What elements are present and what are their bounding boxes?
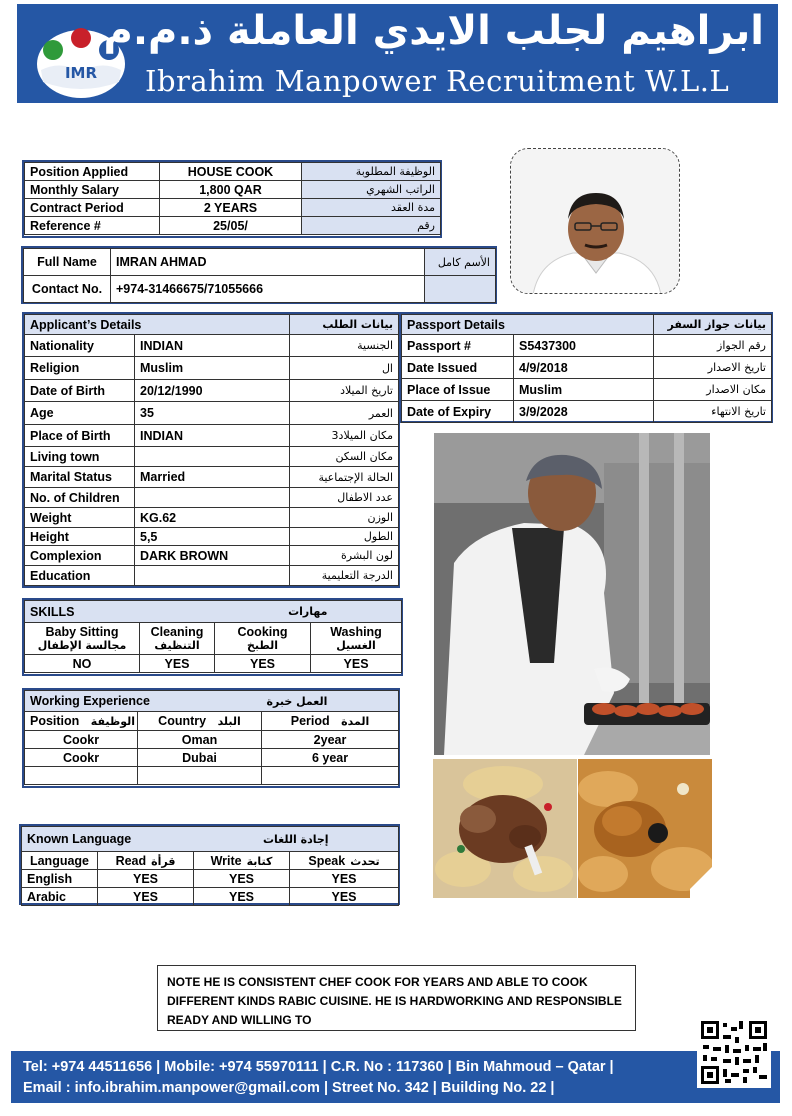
language-cell: YES bbox=[194, 870, 290, 888]
experience-cell bbox=[138, 767, 262, 785]
applicant-field-value: 35 bbox=[135, 402, 290, 425]
experience-cell: Oman bbox=[138, 731, 262, 749]
table-row bbox=[25, 731, 399, 749]
language-column-label: Language bbox=[29, 853, 90, 868]
table-row bbox=[25, 181, 441, 199]
table-row bbox=[22, 870, 399, 888]
skills-box bbox=[22, 598, 403, 676]
applicant-field-label: Age bbox=[25, 402, 135, 425]
skill-value: YES bbox=[140, 655, 215, 673]
full-name-label: Full Name bbox=[24, 249, 111, 276]
skill-name: Baby Sitting bbox=[45, 625, 119, 639]
position-field-value: 25/05/ bbox=[160, 217, 302, 235]
table-row bbox=[22, 888, 399, 906]
language-cell: YES bbox=[290, 870, 399, 888]
passport-details-title: Passport Details bbox=[402, 315, 654, 335]
table-row bbox=[25, 566, 399, 586]
table-row bbox=[25, 357, 399, 380]
applicant-field-label-arabic: الحالة الإجتماعية bbox=[290, 467, 399, 488]
passport-field-label-arabic: مكان الاصدار bbox=[654, 379, 772, 401]
language-cell: YES bbox=[98, 870, 194, 888]
languages-title: Known Language bbox=[22, 827, 194, 852]
footer-line-phone: Tel: +974 44511656 | Mobile: +974 55970111 | C.R. No : 117360 | Bin Mahmoud – Qatar | bbox=[23, 1059, 614, 1075]
passport-details-box bbox=[399, 312, 773, 423]
position-field-label-arabic: مدة العقد bbox=[302, 199, 441, 217]
table-row bbox=[25, 546, 399, 566]
header-banner bbox=[17, 4, 778, 103]
applicant-note: NOTE HE IS CONSISTENT CHEF COOK FOR YEARS AND ABLE TO COOK DIFFERENT KINDS RABIC CUISINE. HE IS HARDWORKING AND RESPONSIBLE READY AND WILLING TO bbox=[157, 965, 636, 1031]
skill-header bbox=[25, 623, 140, 655]
experience-column-label: Country bbox=[158, 714, 207, 728]
experience-column-header bbox=[25, 712, 138, 731]
applicant-details-table bbox=[24, 314, 399, 586]
language-column-label: Write bbox=[210, 853, 242, 868]
table-row bbox=[25, 380, 399, 402]
applicant-field-label-arabic: العمر bbox=[290, 402, 399, 425]
skill-header bbox=[311, 623, 402, 655]
applicant-field-label: Place of Birth bbox=[25, 425, 135, 447]
experience-cell: 6 year bbox=[262, 749, 399, 767]
applicant-field-label: Nationality bbox=[25, 335, 135, 357]
applicant-details-title-arabic: بيانات الطلب bbox=[290, 315, 399, 335]
applicant-field-label: Education bbox=[25, 566, 135, 586]
language-cell: Arabic bbox=[22, 888, 98, 906]
experience-column-label: Period bbox=[290, 714, 330, 728]
position-box bbox=[22, 160, 442, 238]
table-row bbox=[25, 508, 399, 528]
passport-field-label: Date of Expiry bbox=[402, 401, 514, 423]
applicant-field-label-arabic: مكان السكن bbox=[290, 447, 399, 467]
position-field-label-arabic: الراتب الشهري bbox=[302, 181, 441, 199]
language-column-header bbox=[194, 852, 290, 870]
applicant-field-value bbox=[135, 447, 290, 467]
experience-column-header bbox=[262, 712, 399, 731]
table-row bbox=[25, 335, 399, 357]
applicant-photo bbox=[510, 148, 680, 294]
applicant-details-title: Applicant’s Details bbox=[25, 315, 290, 335]
table-row bbox=[402, 401, 772, 423]
applicant-field-label-arabic: الجنسية bbox=[290, 335, 399, 357]
applicant-field-value: Married bbox=[135, 467, 290, 488]
identity-table bbox=[23, 248, 496, 303]
applicant-field-label: Complexion bbox=[25, 546, 135, 566]
position-field-value: 2 YEARS bbox=[160, 199, 302, 217]
contact-value: +974-31466675/71055666 bbox=[111, 276, 425, 303]
applicant-field-label-arabic: لون البشرة bbox=[290, 546, 399, 566]
skill-value: YES bbox=[215, 655, 311, 673]
experience-cell: Cookr bbox=[25, 749, 138, 767]
language-column-label-arabic: كتابة bbox=[246, 854, 273, 868]
experience-cell: Dubai bbox=[138, 749, 262, 767]
table-row bbox=[25, 163, 441, 181]
applicant-field-label-arabic: عدد الاطفال bbox=[290, 488, 399, 508]
experience-box bbox=[22, 688, 400, 788]
language-cell: YES bbox=[194, 888, 290, 906]
skill-name: Cleaning bbox=[150, 625, 204, 639]
applicant-field-label: Weight bbox=[25, 508, 135, 528]
position-table bbox=[24, 162, 441, 235]
position-field-value: 1,800 QAR bbox=[160, 181, 302, 199]
table-row bbox=[25, 528, 399, 546]
table-row bbox=[402, 379, 772, 401]
position-field-label-arabic: الوظيفة المطلوبة bbox=[302, 163, 441, 181]
experience-title: Working Experience bbox=[25, 691, 262, 712]
experience-column-label-arabic: البلد bbox=[217, 715, 241, 728]
contact-label-arabic-empty bbox=[425, 276, 496, 303]
skills-title: SKILLS bbox=[25, 601, 215, 623]
experience-column-label-arabic: المدة bbox=[341, 715, 370, 728]
applicant-field-value bbox=[135, 488, 290, 508]
contact-label: Contact No. bbox=[24, 276, 111, 303]
full-name-label-arabic: الأسم كامل bbox=[425, 249, 496, 276]
applicant-field-label: Marital Status bbox=[25, 467, 135, 488]
table-row bbox=[402, 335, 772, 357]
language-column-label-arabic: قرأة bbox=[151, 854, 176, 868]
passport-field-value: Muslim bbox=[514, 379, 654, 401]
applicant-field-value: INDIAN bbox=[135, 425, 290, 447]
applicant-field-label: Height bbox=[25, 528, 135, 546]
table-row bbox=[25, 217, 441, 235]
table-row bbox=[25, 199, 441, 217]
table-row bbox=[25, 488, 399, 508]
experience-column-label: Position bbox=[30, 714, 80, 728]
skill-header bbox=[215, 623, 311, 655]
company-name-arabic: ابراهيم لجلب الايدي العاملة ذ.م.م bbox=[103, 8, 764, 54]
applicant-field-label-arabic: الوزن bbox=[290, 508, 399, 528]
language-column-label-arabic: تحدث bbox=[350, 854, 380, 868]
applicant-field-label: Living town bbox=[25, 447, 135, 467]
table-row bbox=[25, 467, 399, 488]
qr-code-icon bbox=[697, 1017, 771, 1088]
skill-value: NO bbox=[25, 655, 140, 673]
applicant-field-value bbox=[135, 566, 290, 586]
passport-field-label-arabic: تاريخ الاصدار bbox=[654, 357, 772, 379]
identity-box bbox=[21, 246, 497, 304]
language-cell: English bbox=[22, 870, 98, 888]
table-row bbox=[25, 447, 399, 467]
passport-field-label-arabic: رقم الجواز bbox=[654, 335, 772, 357]
applicant-field-label-arabic: ال bbox=[290, 357, 399, 380]
position-field-label: Position Applied bbox=[25, 163, 160, 181]
passport-details-table bbox=[401, 314, 772, 423]
passport-field-label: Passport # bbox=[402, 335, 514, 357]
skills-title-arabic: مهارات bbox=[215, 601, 402, 623]
skill-name: Washing bbox=[330, 625, 382, 639]
applicant-field-label: Date of Birth bbox=[25, 380, 135, 402]
passport-field-label-arabic: تاريخ الانتهاء bbox=[654, 401, 772, 423]
applicant-field-label-arabic: تاريخ الميلاد bbox=[290, 380, 399, 402]
passport-details-title-arabic: بيانات جواز السفر bbox=[654, 315, 772, 335]
passport-field-value: S5437300 bbox=[514, 335, 654, 357]
language-column-label: Speak bbox=[308, 853, 346, 868]
language-column-label: Read bbox=[115, 853, 147, 868]
applicant-field-label-arabic: الطول bbox=[290, 528, 399, 546]
applicant-field-value: 5,5 bbox=[135, 528, 290, 546]
passport-field-value: 3/9/2028 bbox=[514, 401, 654, 423]
skill-header bbox=[140, 623, 215, 655]
chef-cooking-photo bbox=[434, 433, 710, 755]
experience-column-header bbox=[138, 712, 262, 731]
svg-text:IMR: IMR bbox=[64, 64, 98, 82]
position-field-label-arabic: رقم bbox=[302, 217, 441, 235]
passport-field-label: Date Issued bbox=[402, 357, 514, 379]
position-field-label: Contract Period bbox=[25, 199, 160, 217]
applicant-field-label: Religion bbox=[25, 357, 135, 380]
applicant-field-value: INDIAN bbox=[135, 335, 290, 357]
full-name-value: IMRAN AHMAD bbox=[111, 249, 425, 276]
applicant-field-label: No. of Children bbox=[25, 488, 135, 508]
footer-line-email: Email : info.ibrahim.manpower@gmail.com | Street No. 342 | Building No. 22 | bbox=[23, 1080, 555, 1096]
experience-title-arabic: العمل خبرة bbox=[262, 691, 399, 712]
skill-name: Cooking bbox=[237, 625, 288, 639]
passport-field-value: 4/9/2018 bbox=[514, 357, 654, 379]
food-photo-chicken-rice bbox=[578, 759, 712, 898]
table-row bbox=[25, 767, 399, 785]
table-row bbox=[25, 749, 399, 767]
experience-cell: 2year bbox=[262, 731, 399, 749]
language-column-header bbox=[22, 852, 98, 870]
skill-name-arabic: مجالسة الإطفال bbox=[37, 639, 127, 652]
skill-value: YES bbox=[311, 655, 402, 673]
applicant-field-label-arabic: الدرجة التعليمية bbox=[290, 566, 399, 586]
language-column-header bbox=[290, 852, 399, 870]
table-row bbox=[402, 357, 772, 379]
experience-cell bbox=[262, 767, 399, 785]
passport-field-label: Place of Issue bbox=[402, 379, 514, 401]
applicant-field-value: DARK BROWN bbox=[135, 546, 290, 566]
languages-title-arabic: إجادة اللغات bbox=[194, 827, 399, 852]
experience-column-label-arabic: الوظيفة bbox=[90, 715, 136, 728]
skill-name-arabic: التنظيف bbox=[154, 639, 200, 652]
skill-name-arabic: الغسيل bbox=[336, 639, 376, 652]
position-field-value: HOUSE COOK bbox=[160, 163, 302, 181]
skills-table bbox=[24, 600, 402, 673]
position-field-label: Monthly Salary bbox=[25, 181, 160, 199]
company-name-english: Ibrahim Manpower Recruitment W.L.L bbox=[145, 64, 730, 98]
experience-table bbox=[24, 690, 399, 785]
experience-cell: Cookr bbox=[25, 731, 138, 749]
language-column-header bbox=[98, 852, 194, 870]
skill-name-arabic: الطبخ bbox=[246, 639, 279, 652]
languages-box bbox=[19, 824, 400, 905]
table-row bbox=[25, 402, 399, 425]
position-field-label: Reference # bbox=[25, 217, 160, 235]
experience-cell bbox=[25, 767, 138, 785]
food-photo-meat bbox=[433, 759, 577, 898]
footer-contact-bar bbox=[11, 1051, 780, 1103]
language-cell: YES bbox=[290, 888, 399, 906]
table-row bbox=[25, 425, 399, 447]
language-cell: YES bbox=[98, 888, 194, 906]
applicant-details-box bbox=[22, 312, 400, 588]
applicant-field-value: Muslim bbox=[135, 357, 290, 380]
applicant-field-value: KG.62 bbox=[135, 508, 290, 528]
languages-table bbox=[21, 826, 399, 906]
applicant-field-label-arabic: مكان الميلاد3 bbox=[290, 425, 399, 447]
applicant-field-value: 20/12/1990 bbox=[135, 380, 290, 402]
